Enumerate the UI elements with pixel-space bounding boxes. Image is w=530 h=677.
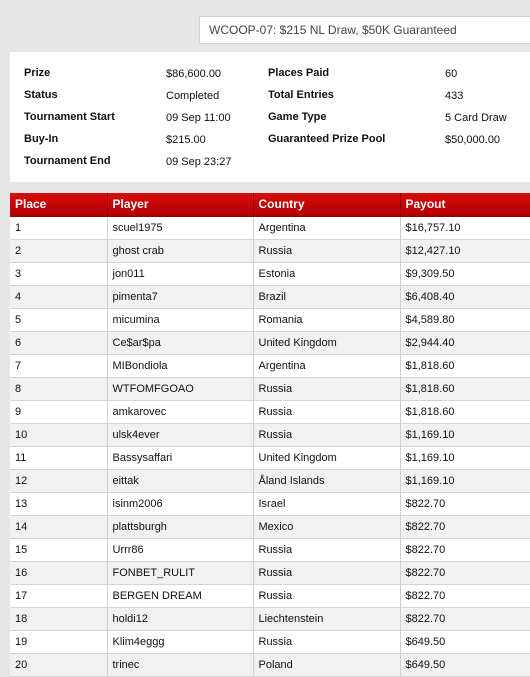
place-cell: 12 — [10, 469, 107, 492]
place-cell: 2 — [10, 239, 107, 262]
country-cell: Brazil — [253, 285, 400, 308]
table-row[interactable] — [10, 354, 530, 377]
place-cell: 17 — [10, 584, 107, 607]
payout-cell: $649.50 — [400, 653, 530, 676]
payout-cell: $1,169.10 — [400, 423, 530, 446]
info-label-total-entries: Total Entries — [268, 89, 334, 101]
country-cell: Mexico — [253, 515, 400, 538]
country-cell: Israel — [253, 492, 400, 515]
table-row[interactable] — [10, 538, 530, 561]
place-cell: 13 — [10, 492, 107, 515]
column-header-player[interactable]: Player — [107, 193, 253, 216]
player-cell: scuel1975 — [107, 216, 253, 239]
country-cell: Russia — [253, 377, 400, 400]
place-cell: 14 — [10, 515, 107, 538]
player-cell: pimenta7 — [107, 285, 253, 308]
place-cell: 5 — [10, 308, 107, 331]
payout-cell: $822.70 — [400, 492, 530, 515]
payout-cell: $822.70 — [400, 607, 530, 630]
tournament-title: WCOOP-07: $215 NL Draw, $50K Guaranteed — [199, 16, 530, 44]
player-cell: Urrr86 — [107, 538, 253, 561]
country-cell: Argentina — [253, 216, 400, 239]
table-row[interactable] — [10, 630, 530, 653]
player-cell: isinm2006 — [107, 492, 253, 515]
payout-cell: $1,818.60 — [400, 354, 530, 377]
player-cell: Bassysaffari — [107, 446, 253, 469]
place-cell: 18 — [10, 607, 107, 630]
country-cell: Estonia — [253, 262, 400, 285]
info-value-total-entries: 433 — [445, 90, 464, 102]
column-header-place[interactable]: Place — [10, 193, 107, 216]
place-cell: 19 — [10, 630, 107, 653]
payout-cell: $1,169.10 — [400, 469, 530, 492]
place-cell: 3 — [10, 262, 107, 285]
table-row[interactable] — [10, 469, 530, 492]
payout-cell: $1,818.60 — [400, 400, 530, 423]
country-cell: Russia — [253, 561, 400, 584]
player-cell: ulsk4ever — [107, 423, 253, 446]
place-cell: 6 — [10, 331, 107, 354]
info-label-guaranteed-prize-pool: Guaranteed Prize Pool — [268, 133, 386, 145]
country-cell: Åland Islands — [253, 469, 400, 492]
table-row[interactable] — [10, 216, 530, 239]
player-cell: amkarovec — [107, 400, 253, 423]
player-cell: Klim4eggg — [107, 630, 253, 653]
table-row[interactable] — [10, 561, 530, 584]
info-value-buy-in: $215.00 — [166, 134, 206, 146]
payout-cell: $649.50 — [400, 630, 530, 653]
info-value-game-type: 5 Card Draw — [445, 112, 507, 124]
table-row[interactable] — [10, 331, 530, 354]
results-header-row — [10, 193, 530, 216]
country-cell: Russia — [253, 584, 400, 607]
info-label-game-type: Game Type — [268, 111, 327, 123]
info-label-prize: Prize — [24, 67, 51, 79]
player-cell: BERGEN DREAM — [107, 584, 253, 607]
player-cell: eittak — [107, 469, 253, 492]
table-row[interactable] — [10, 446, 530, 469]
place-cell: 9 — [10, 400, 107, 423]
player-cell: trinec — [107, 653, 253, 676]
player-cell: WTFOMFGOAO — [107, 377, 253, 400]
payout-cell: $2,944.40 — [400, 331, 530, 354]
table-row[interactable] — [10, 492, 530, 515]
info-label-status: Status — [24, 89, 58, 101]
place-cell: 15 — [10, 538, 107, 561]
player-cell: micumina — [107, 308, 253, 331]
info-value-tournament-end: 09 Sep 23:27 — [166, 156, 232, 168]
info-label-buy-in: Buy-In — [24, 133, 59, 145]
payout-cell: $822.70 — [400, 538, 530, 561]
payout-cell: $12,427.10 — [400, 239, 530, 262]
table-row[interactable] — [10, 285, 530, 308]
table-row[interactable] — [10, 377, 530, 400]
info-value-places-paid: 60 — [445, 68, 458, 80]
player-cell: MIBondiola — [107, 354, 253, 377]
payout-cell: $6,408.40 — [400, 285, 530, 308]
player-cell: Ce$ar$pa — [107, 331, 253, 354]
table-row[interactable] — [10, 423, 530, 446]
table-row[interactable] — [10, 515, 530, 538]
info-value-prize: $86,600.00 — [166, 68, 222, 80]
player-cell: jon011 — [107, 262, 253, 285]
place-cell: 1 — [10, 216, 107, 239]
column-header-payout[interactable]: Payout — [400, 193, 530, 216]
payout-cell: $1,818.60 — [400, 377, 530, 400]
country-cell: Poland — [253, 653, 400, 676]
country-cell: Romania — [253, 308, 400, 331]
country-cell: Argentina — [253, 354, 400, 377]
place-cell: 16 — [10, 561, 107, 584]
table-row[interactable] — [10, 400, 530, 423]
info-label-places-paid: Places Paid — [268, 67, 330, 79]
place-cell: 7 — [10, 354, 107, 377]
player-cell: FONBET_RULIT — [107, 561, 253, 584]
info-value-tournament-start: 09 Sep 11:00 — [166, 112, 231, 124]
country-cell: United Kingdom — [253, 446, 400, 469]
column-header-country[interactable]: Country — [253, 193, 400, 216]
country-cell: United Kingdom — [253, 331, 400, 354]
player-cell: holdi12 — [107, 607, 253, 630]
tournament-info-panel — [10, 52, 530, 182]
place-cell: 11 — [10, 446, 107, 469]
table-row[interactable] — [10, 653, 530, 676]
country-cell: Liechtenstein — [253, 607, 400, 630]
payout-cell: $16,757.10 — [400, 216, 530, 239]
info-value-status: Completed — [166, 90, 220, 102]
player-cell: ghost crab — [107, 239, 253, 262]
country-cell: Russia — [253, 400, 400, 423]
payout-cell: $1,169.10 — [400, 446, 530, 469]
payout-cell: $9,309.50 — [400, 262, 530, 285]
player-cell: plattsburgh — [107, 515, 253, 538]
payout-cell: $822.70 — [400, 584, 530, 607]
results-table — [10, 193, 530, 677]
payout-cell: $4,589.80 — [400, 308, 530, 331]
country-cell: Russia — [253, 630, 400, 653]
table-row[interactable] — [10, 308, 530, 331]
payout-cell: $822.70 — [400, 561, 530, 584]
info-label-tournament-start: Tournament Start — [24, 111, 115, 123]
country-cell: Russia — [253, 538, 400, 561]
place-cell: 8 — [10, 377, 107, 400]
info-label-tournament-end: Tournament End — [24, 155, 111, 167]
table-row[interactable] — [10, 262, 530, 285]
place-cell: 10 — [10, 423, 107, 446]
place-cell: 4 — [10, 285, 107, 308]
payout-cell: $822.70 — [400, 515, 530, 538]
table-row[interactable] — [10, 239, 530, 262]
country-cell: Russia — [253, 239, 400, 262]
place-cell: 20 — [10, 653, 107, 676]
table-row[interactable] — [10, 607, 530, 630]
info-value-guaranteed-prize-pool: $50,000.00 — [445, 134, 501, 146]
table-row[interactable] — [10, 584, 530, 607]
country-cell: Russia — [253, 423, 400, 446]
